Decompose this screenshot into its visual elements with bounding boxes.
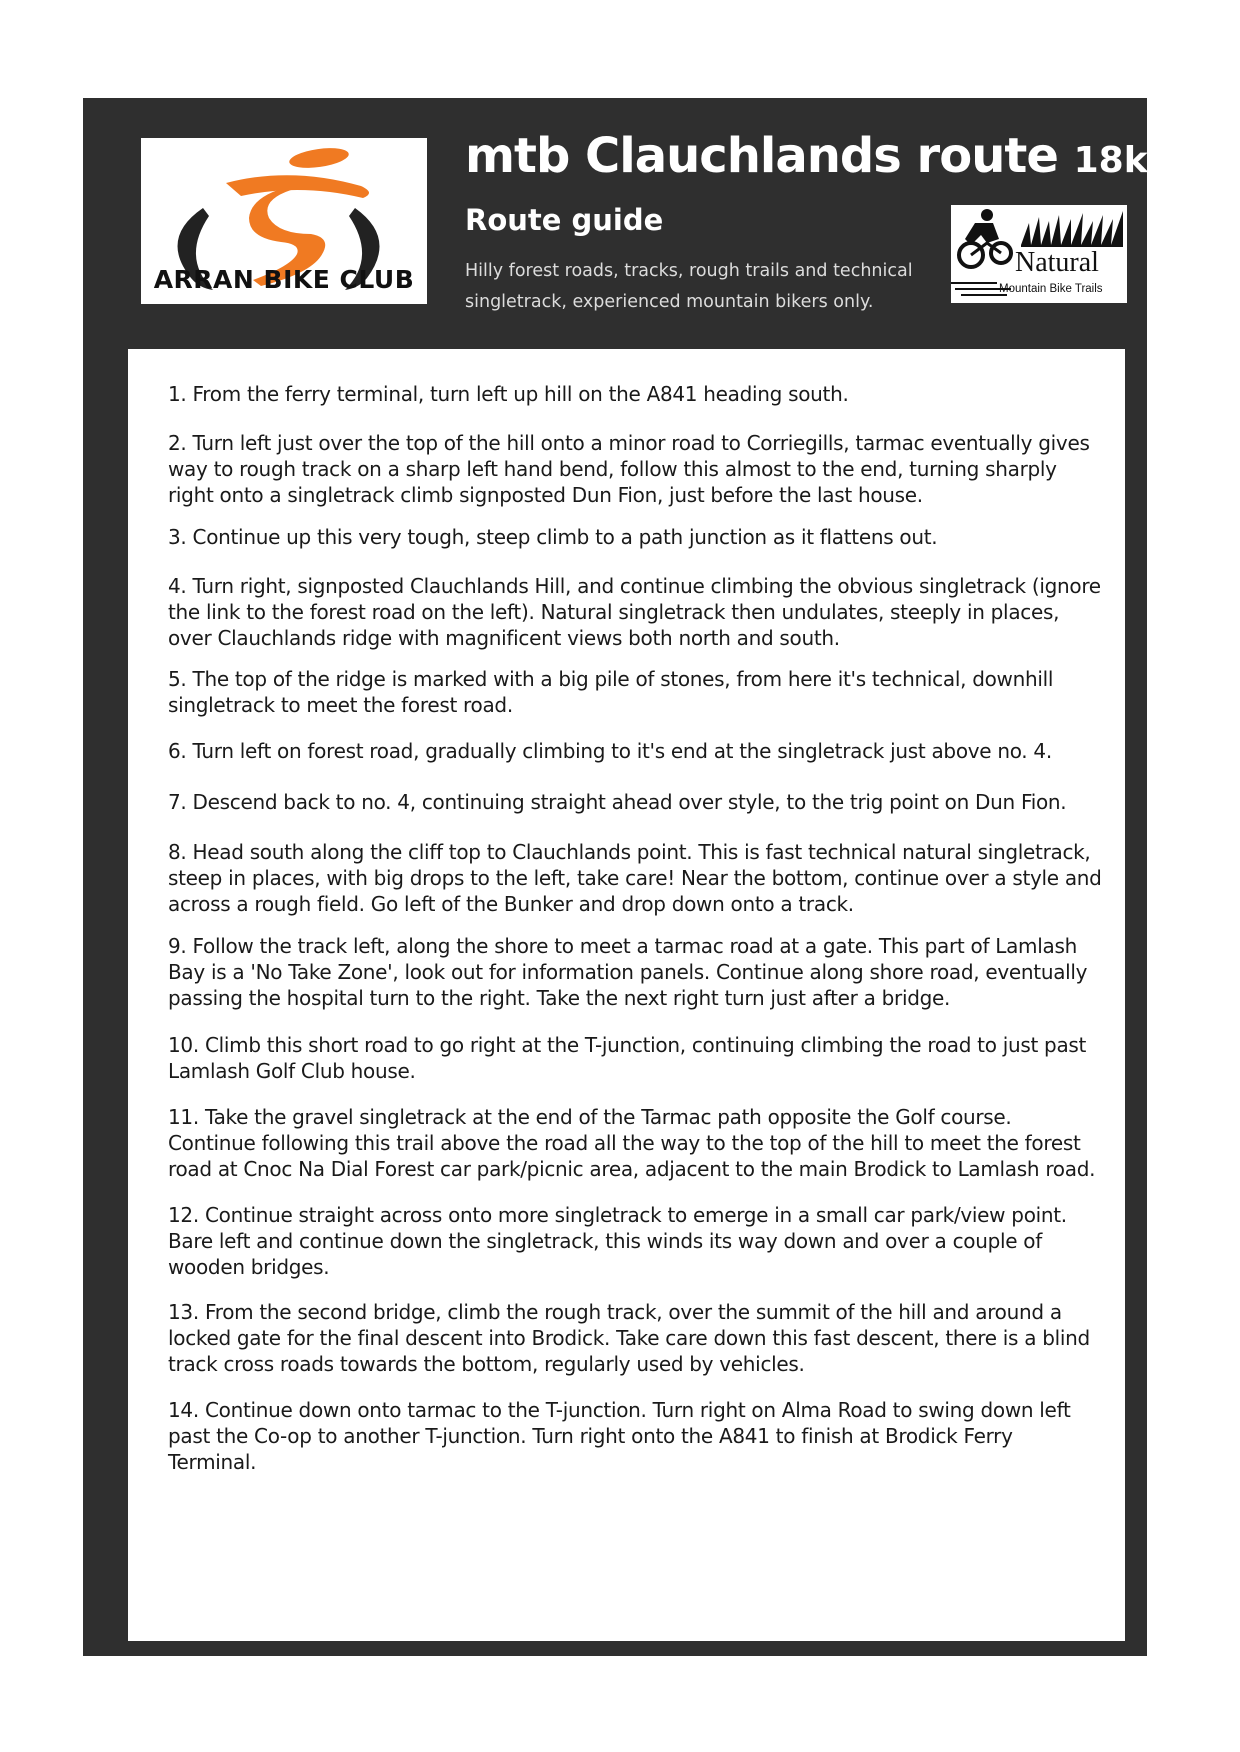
route-distance: 18km — [1073, 140, 1186, 181]
trails-logo-word: Natural — [1015, 247, 1099, 278]
page-title — [465, 128, 1185, 184]
route-guide-frame — [83, 98, 1186, 1656]
route-step: 8. Head south along the cliff top to Clauchlands point. This is fast technical natural singletrack, steep in places, with big drops to the left, take care! Near the bottom, continue over a style and across a rough field. Go left of the Bunker and drop down onto a track. — [168, 840, 1102, 916]
arran-bike-club-logo — [141, 138, 427, 304]
trails-logo-subtext: Mountain Bike Trails — [999, 283, 1103, 295]
page-subtitle: Route guide — [465, 203, 664, 237]
route-step: 14. Continue down onto tarmac to the T-junction. Turn right on Alma Road to swing down left past the Co-op to another T-junction. Turn right onto the A841 to finish at Brodick Ferry Terminal. — [168, 1398, 1071, 1474]
route-step: 4. Turn right, signposted Clauchlands Hill, and continue climbing the obvious singletrack (ignore the link to the forest road on the left). Natural singletrack then undulates, steeply in places, over Clauchlands ridge with magnificent views both north and south. — [168, 574, 1101, 650]
route-step: 2. Turn left just over the top of the hill onto a minor road to Corriegills, tarmac eventually gives way to rough track on a sharp left hand bend, follow this almost to the end, turning sharply right onto a singletrack climb signposted Dun Fion, just before the last house. — [168, 431, 1090, 507]
directions-panel — [128, 349, 1125, 1641]
route-step: 9. Follow the track left, along the shore to meet a tarmac road at a gate. This part of Lamlash Bay is a 'No Take Zone', look out for information panels. Continue along shore road, eventually passing the hospital turn to the right. Take the next right turn just after a bridge. — [168, 934, 1088, 1010]
route-step: 5. The top of the ridge is marked with a big pile of stones, from here it's technical, downhill singletrack to meet the forest road. — [168, 667, 1054, 717]
club-name: ARRAN BIKE CLUB — [153, 265, 415, 294]
route-step: 13. From the second bridge, climb the rough track, over the summit of the hill and around a locked gate for the final descent into Brodick. Take care down this fast descent, there is a blind track cross roads towards the bottom, regularly used by vehicles. — [168, 1300, 1090, 1376]
route-step: 6. Turn left on forest road, gradually climbing to it's end at the singletrack just above no. 4. — [168, 739, 1052, 763]
route-step: 10. Climb this short road to go right at the T-junction, continuing climbing the road to just past Lamlash Golf Club house. — [168, 1033, 1087, 1083]
natural-mountain-bike-trails-logo — [951, 205, 1127, 303]
route-step: 7. Descend back to no. 4, continuing straight ahead over style, to the trig point on Dun Fion. — [168, 790, 1067, 814]
route-name: mtb Clauchlands route — [465, 128, 1058, 184]
route-step: 1. From the ferry terminal, turn left up hill on the A841 heading south. — [168, 382, 849, 406]
route-step: 3. Continue up this very tough, steep climb to a path junction as it flattens out. — [168, 525, 938, 549]
route-step: 12. Continue straight across onto more singletrack to emerge in a small car park/view point. Bare left and continue down the singletrack, this winds its way down and over a couple of wooden bridges. — [168, 1203, 1067, 1279]
route-step: 11. Take the gravel singletrack at the end of the Tarmac path opposite the Golf course. Continue following this trail above the road all the way to the top of the hill to meet the forest road at Cnoc Na Dial Forest car park/picnic area, adjacent to the main Brodick to Lamlash road. — [168, 1105, 1096, 1181]
route-description: Hilly forest roads, tracks, rough trails and technical singletrack, experienced mountain bikers only. — [465, 261, 913, 312]
